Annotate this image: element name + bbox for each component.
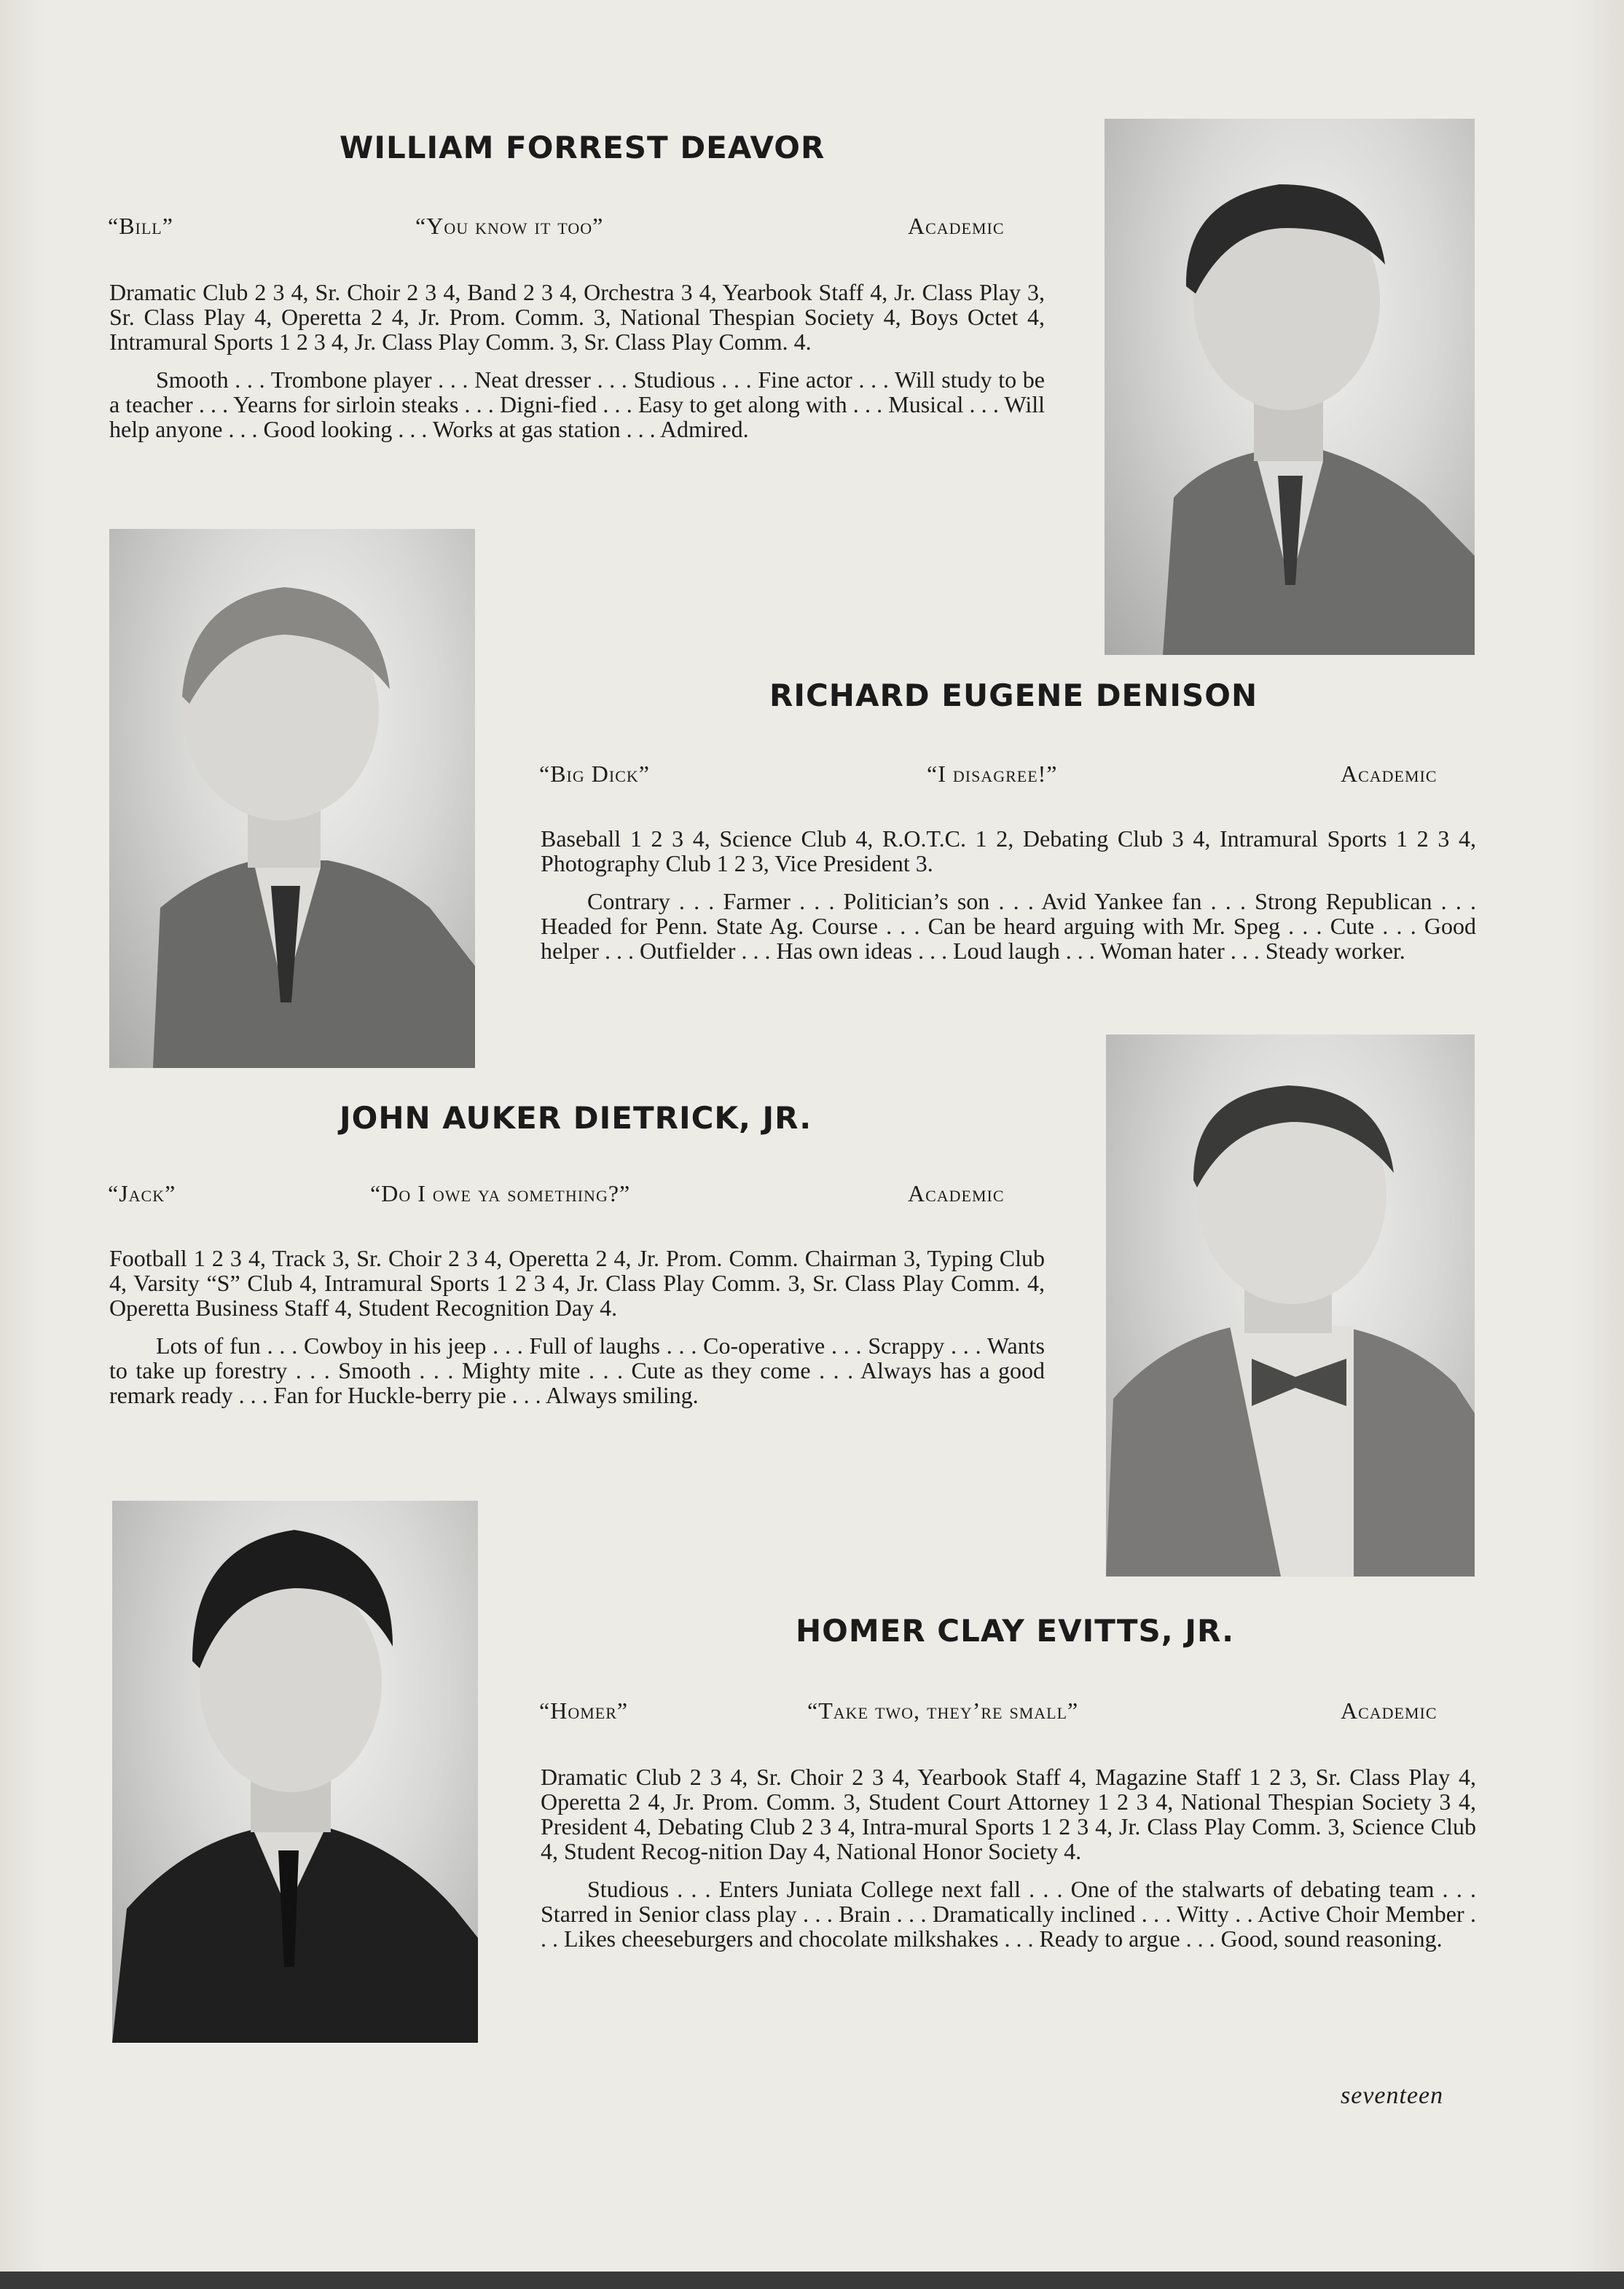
nickname-denison: “Big Dick” — [539, 761, 650, 787]
quote-evitts: “Take two, they’re small” — [807, 1697, 1079, 1724]
entry-text-deavor — [109, 280, 1045, 441]
portrait-deavor — [1105, 119, 1475, 655]
activities-deavor: Dramatic Club 2 3 4, Sr. Choir 2 3 4, Band 2 3 4, Orchestra 3 4, Yearbook Staff 4, Jr. Class Play 3, Sr. Class Play 4, Operetta 2 4, Jr. Prom. Comm. 3, National Thespian Society 4, Boys Octet 4, Intramural Sports 1 2 3 4, Jr. Class Play Comm. 3, Sr. Class Play Comm. 4. — [109, 279, 1045, 355]
page-number: seventeen — [1341, 2082, 1444, 2109]
portrait-evitts — [112, 1501, 478, 2043]
portrait-dietrick-figure — [1106, 1034, 1475, 1577]
portrait-deavor-figure — [1105, 119, 1475, 655]
student-name-dietrick: JOHN AUKER DIETRICK, JR. — [340, 1100, 812, 1136]
course-evitts: Academic — [1341, 1697, 1437, 1724]
nickname-dietrick: “Jack” — [108, 1180, 176, 1206]
nickname-evitts: “Homer” — [539, 1697, 629, 1724]
portrait-denison — [109, 529, 475, 1068]
activities-denison: Baseball 1 2 3 4, Science Club 4, R.O.T.C. 1 2, Debating Club 3 4, Intramural Sports 1 2 3 4, Photography Club 1 2 3, Vice President 3. — [541, 825, 1476, 876]
description-evitts: Studious . . . Enters Juniata College next fall . . . One of the stalwarts of debating team . . . Starred in Senior class play . . . Brain . . . Dramatically inclined . . . Witty . . Active Choir Member . . . Likes cheeseburgers and chocolate milkshakes . . . Ready to argue . . . Good, sound reasoning. — [541, 1876, 1476, 1952]
student-name-evitts: HOMER CLAY EVITTS, JR. — [796, 1613, 1235, 1649]
course-dietrick: Academic — [908, 1180, 1005, 1206]
activities-evitts: Dramatic Club 2 3 4, Sr. Choir 2 3 4, Yearbook Staff 4, Magazine Staff 1 2 3, Sr. Class Play 4, Operetta 2 4, Jr. Prom. Comm. 3, Student Court Attorney 1 2 3 4, National Thespian Society 3 4, President 4, Debating Club 2 3 4, Intra-mural Sports 1 2 3 4, Jr. Class Play Comm. 3, Science Club 4, Student Recog-nition Day 4, National Honor Society 4. — [541, 1764, 1476, 1864]
entry-text-dietrick — [109, 1246, 1045, 1407]
portrait-dietrick — [1106, 1034, 1475, 1577]
description-deavor: Smooth . . . Trombone player . . . Neat dresser . . . Studious . . . Fine actor . . . Will study to be a teacher . . . Yearns for sirloin steaks . . . Digni-fied . . . Easy to get along with . . . Musical . . . Will help anyone . . . Good looking . . . Works at gas station . . . Admired. — [109, 366, 1045, 442]
portrait-evitts-figure — [112, 1501, 478, 2043]
portrait-denison-figure — [109, 529, 475, 1068]
nickname-deavor: “Bill” — [108, 213, 173, 239]
course-denison: Academic — [1341, 761, 1437, 787]
description-dietrick: Lots of fun . . . Cowboy in his jeep . . . Full of laughs . . . Co-operative . . . Scrappy . . . Wants to take up forestry . . . Smooth . . . Mighty mite . . . Cute as they come . . . Always has a good remark ready . . . Fan for Huckle-berry pie . . . Always smiling. — [109, 1332, 1045, 1408]
student-name-denison: RICHARD EUGENE DENISON — [769, 678, 1258, 713]
activities-dietrick: Football 1 2 3 4, Track 3, Sr. Choir 2 3 4, Operetta 2 4, Jr. Prom. Comm. Chairman 3, Typing Club 4, Varsity “S” Club 4, Intramural Sports 1 2 3 4, Jr. Class Play Comm. 3, Sr. Class Play Comm. 4, Operetta Business Staff 4, Student Recognition Day 4. — [109, 1245, 1045, 1321]
page-bottom-edge — [0, 2272, 1624, 2289]
student-name-deavor: WILLIAM FORREST DEAVOR — [340, 130, 825, 165]
entry-text-evitts — [541, 1764, 1476, 1951]
entry-text-denison — [541, 826, 1476, 963]
quote-deavor: “You know it too” — [415, 213, 604, 239]
course-deavor: Academic — [908, 213, 1005, 239]
quote-dietrick: “Do I owe ya something?” — [370, 1180, 631, 1206]
description-denison: Contrary . . . Farmer . . . Politician’s son . . . Avid Yankee fan . . . Strong Republican . . . Headed for Penn. State Ag. Course . . . Can be heard arguing with Mr. Speg . . . Cute . . . Good helper . . . Outfielder . . . Has own ideas . . . Loud laugh . . . Woman hater . . . Steady worker. — [541, 888, 1476, 964]
quote-denison: “I disagree!” — [927, 761, 1058, 787]
